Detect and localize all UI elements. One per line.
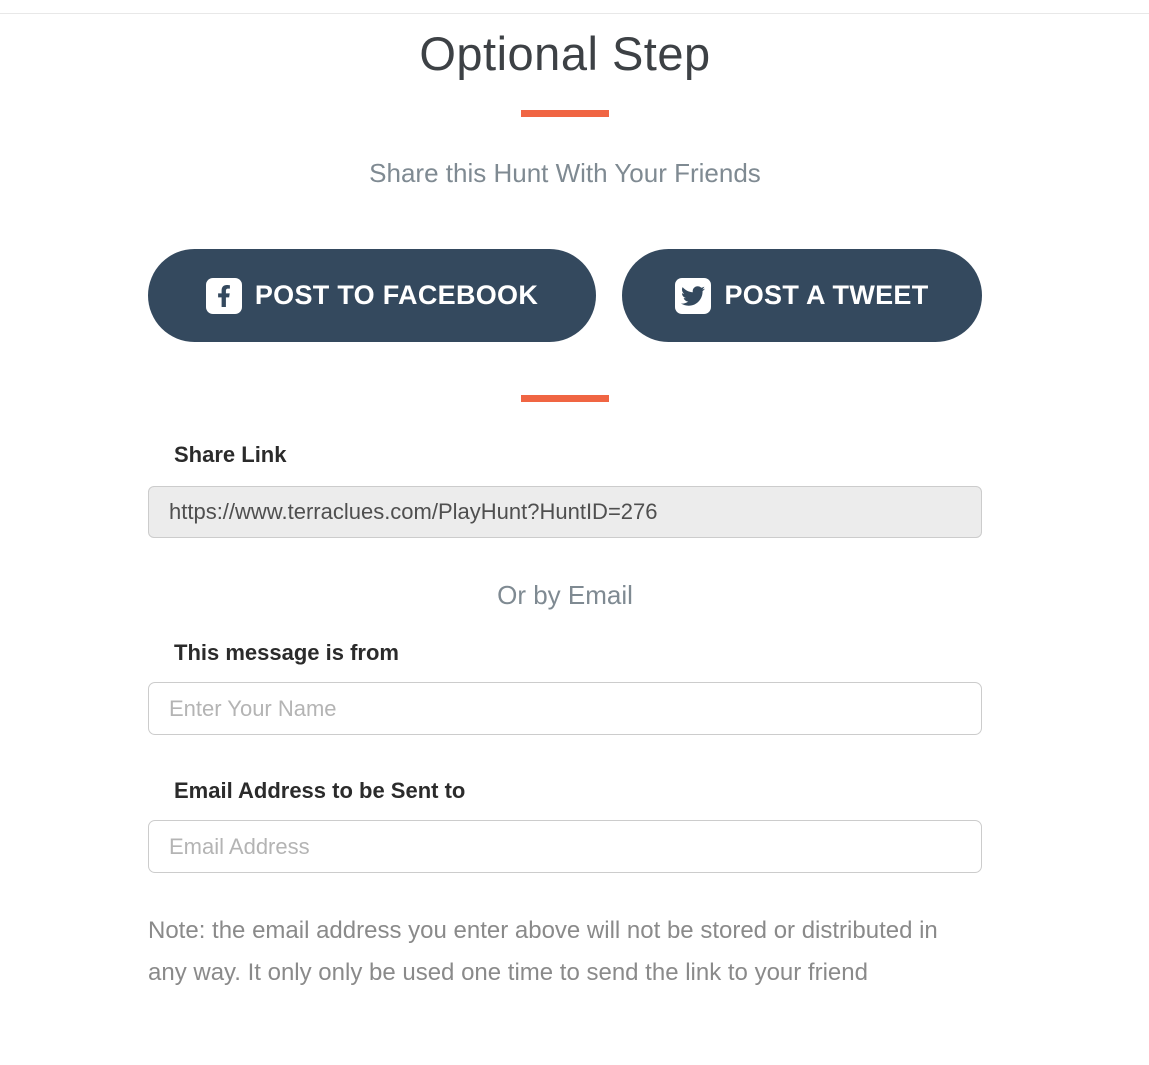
post-to-facebook-label: POST TO FACEBOOK <box>254 280 539 310</box>
sender-name-input[interactable] <box>148 682 982 735</box>
page-title: Optional Step <box>419 27 711 80</box>
message-from-label: This message is from <box>174 640 399 665</box>
facebook-icon <box>206 278 242 314</box>
twitter-icon <box>675 278 711 314</box>
social-buttons-row <box>148 249 982 342</box>
post-a-tweet-label: POST A TWEET <box>724 280 929 310</box>
post-a-tweet-button[interactable] <box>622 249 982 342</box>
share-subtitle: Share this Hunt With Your Friends <box>369 158 761 188</box>
top-border-line <box>0 13 1149 14</box>
email-address-label: Email Address to be Sent to <box>174 778 466 803</box>
accent-divider-bottom <box>521 395 609 402</box>
privacy-note: Note: the email address you enter above will not be stored or distributed in any way. It only only be used one time to send the link to your friend <box>148 917 938 986</box>
share-link-label: Share Link <box>174 442 287 467</box>
accent-divider-top <box>521 110 609 117</box>
post-to-facebook-button[interactable] <box>148 249 596 342</box>
share-panel <box>148 22 982 994</box>
recipient-email-input[interactable] <box>148 820 982 873</box>
or-by-email-heading: Or by Email <box>497 580 633 610</box>
share-link-input[interactable] <box>148 486 982 538</box>
